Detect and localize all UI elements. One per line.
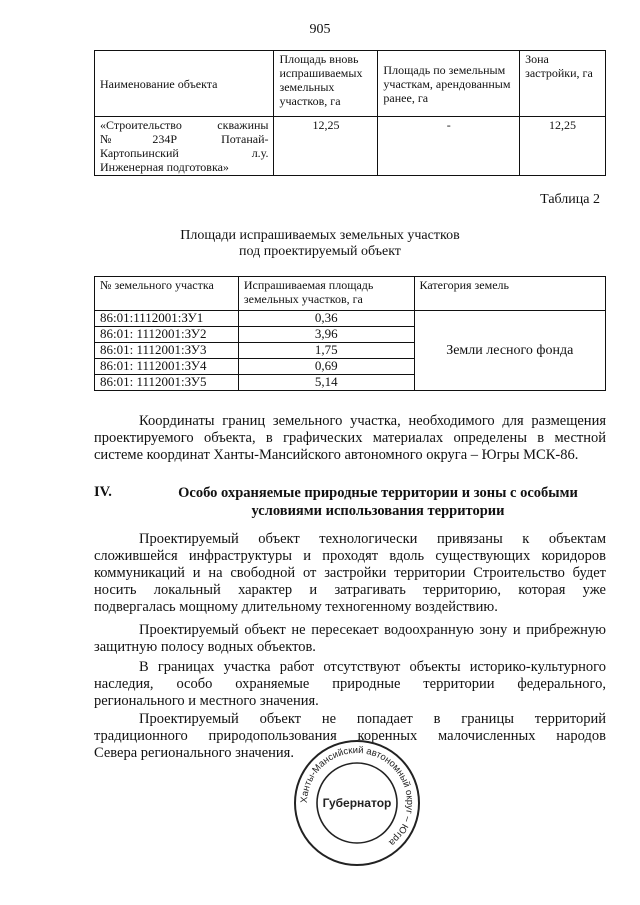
plot-number: 86:01: 1112001:ЗУ4	[95, 359, 239, 375]
header-zone: Зона застройки, га	[520, 51, 606, 117]
section-number: IV.	[94, 484, 112, 500]
plot-area: 0,69	[238, 359, 414, 375]
section-title-line: условиями использования территории	[251, 503, 505, 519]
section-title-line: Особо охраняемые природные территории и зоны с особыми	[178, 485, 578, 501]
table-title	[0, 228, 640, 260]
header-rented-area: Площадь по земельным участкам, арендованным ранее, га	[378, 51, 520, 117]
table-caption: Таблица 2	[540, 192, 600, 207]
plot-number: 86:01:1112001:ЗУ1	[95, 311, 239, 327]
paragraph-line: наследия, особо охраняемые природные территории федерального,	[94, 676, 606, 692]
paragraph-line: носить локальный характер и затрагивать территорию, которая уже	[94, 582, 606, 598]
paragraph-line: В границах участка работ отсутствуют объекты историко-культурного	[139, 659, 606, 675]
plot-area: 1,75	[238, 343, 414, 359]
plot-number: 86:01: 1112001:ЗУ2	[95, 327, 239, 343]
paragraph-line: Проектируемый объект технологически привязаны к объектам	[139, 531, 606, 547]
table-row	[95, 117, 606, 176]
paragraph-line: сложившейся инфраструктуры и проходят вдоль существующих коридоров	[94, 548, 606, 564]
new-area-value: 12,25	[274, 117, 378, 176]
object-name-line: Инженерная подготовка»	[100, 160, 229, 174]
header-plot-number: № земельного участка	[95, 277, 239, 311]
plot-area: 5,14	[238, 375, 414, 391]
section-title	[150, 484, 606, 520]
rented-area-value: -	[378, 117, 520, 176]
paragraph-line: системе координат Ханты-Мансийского автономного округа – Югры МСК-86.	[94, 447, 579, 463]
page-number: 905	[309, 22, 331, 37]
water-zone-paragraph	[94, 622, 606, 656]
header-land-category: Категория земель	[414, 277, 605, 311]
paragraph-line: коммуникаций и на свободной от застройки территории Строительство будет	[94, 565, 606, 581]
object-name-line: №234Р Потанай-	[100, 132, 269, 146]
table-title-line: под проектируемый объект	[239, 244, 401, 259]
paragraph-line: защитную полосу водных объектов.	[94, 639, 316, 655]
paragraph-line: регионального и местного значения.	[94, 693, 319, 709]
paragraph-line: традиционного природопользования коренных малочисленных народов	[94, 728, 606, 744]
table-title-line: Площади испрашиваемых земельных участков	[180, 228, 460, 243]
header-object-name: Наименование объекта	[95, 51, 274, 117]
plot-area-table	[94, 276, 606, 391]
infrastructure-paragraph	[94, 531, 606, 616]
plot-area: 3,96	[238, 327, 414, 343]
paragraph-line: проектируемого объекта, в графических материалах определены в местной	[94, 430, 606, 446]
zone-value: 12,25	[520, 117, 606, 176]
paragraph-line: Проектируемый объект не попадает в границы территорий	[139, 711, 606, 727]
paragraph-line: подвергалась мощному длительному техногенному воздействию.	[94, 599, 498, 615]
paragraph-line: Проектируемый объект не пересекает водоохранную зону и прибрежную	[139, 622, 606, 638]
object-area-table	[94, 50, 606, 176]
paragraph-line: Координаты границ земельного участка, необходимого для размещения	[139, 413, 606, 429]
object-name-cell	[95, 117, 274, 176]
table-header-row	[95, 277, 606, 311]
header-requested-area: Испрашиваемая площадь земельных участков, га	[238, 277, 414, 311]
heritage-paragraph	[94, 659, 606, 710]
plot-area: 0,36	[238, 311, 414, 327]
seal-ring-text: Ханты-Мансийский автономный округ – Югра	[298, 744, 416, 848]
object-name-line: «Строительство скважины	[100, 118, 269, 132]
governor-seal-stamp	[292, 738, 422, 868]
header-new-area: Площадь вновь испрашиваемых земельных участков, га	[274, 51, 378, 117]
plot-number: 86:01: 1112001:ЗУ3	[95, 343, 239, 359]
object-name-line: Картопьинский л.у.	[100, 146, 269, 160]
table-row	[95, 311, 606, 327]
table-header-row	[95, 51, 606, 117]
coordinates-paragraph	[94, 413, 606, 464]
seal-center-text: Губернатор	[322, 796, 392, 810]
land-category: Земли лесного фонда	[414, 311, 605, 391]
paragraph-line: Севера регионального значения.	[94, 745, 294, 761]
plot-number: 86:01: 1112001:ЗУ5	[95, 375, 239, 391]
